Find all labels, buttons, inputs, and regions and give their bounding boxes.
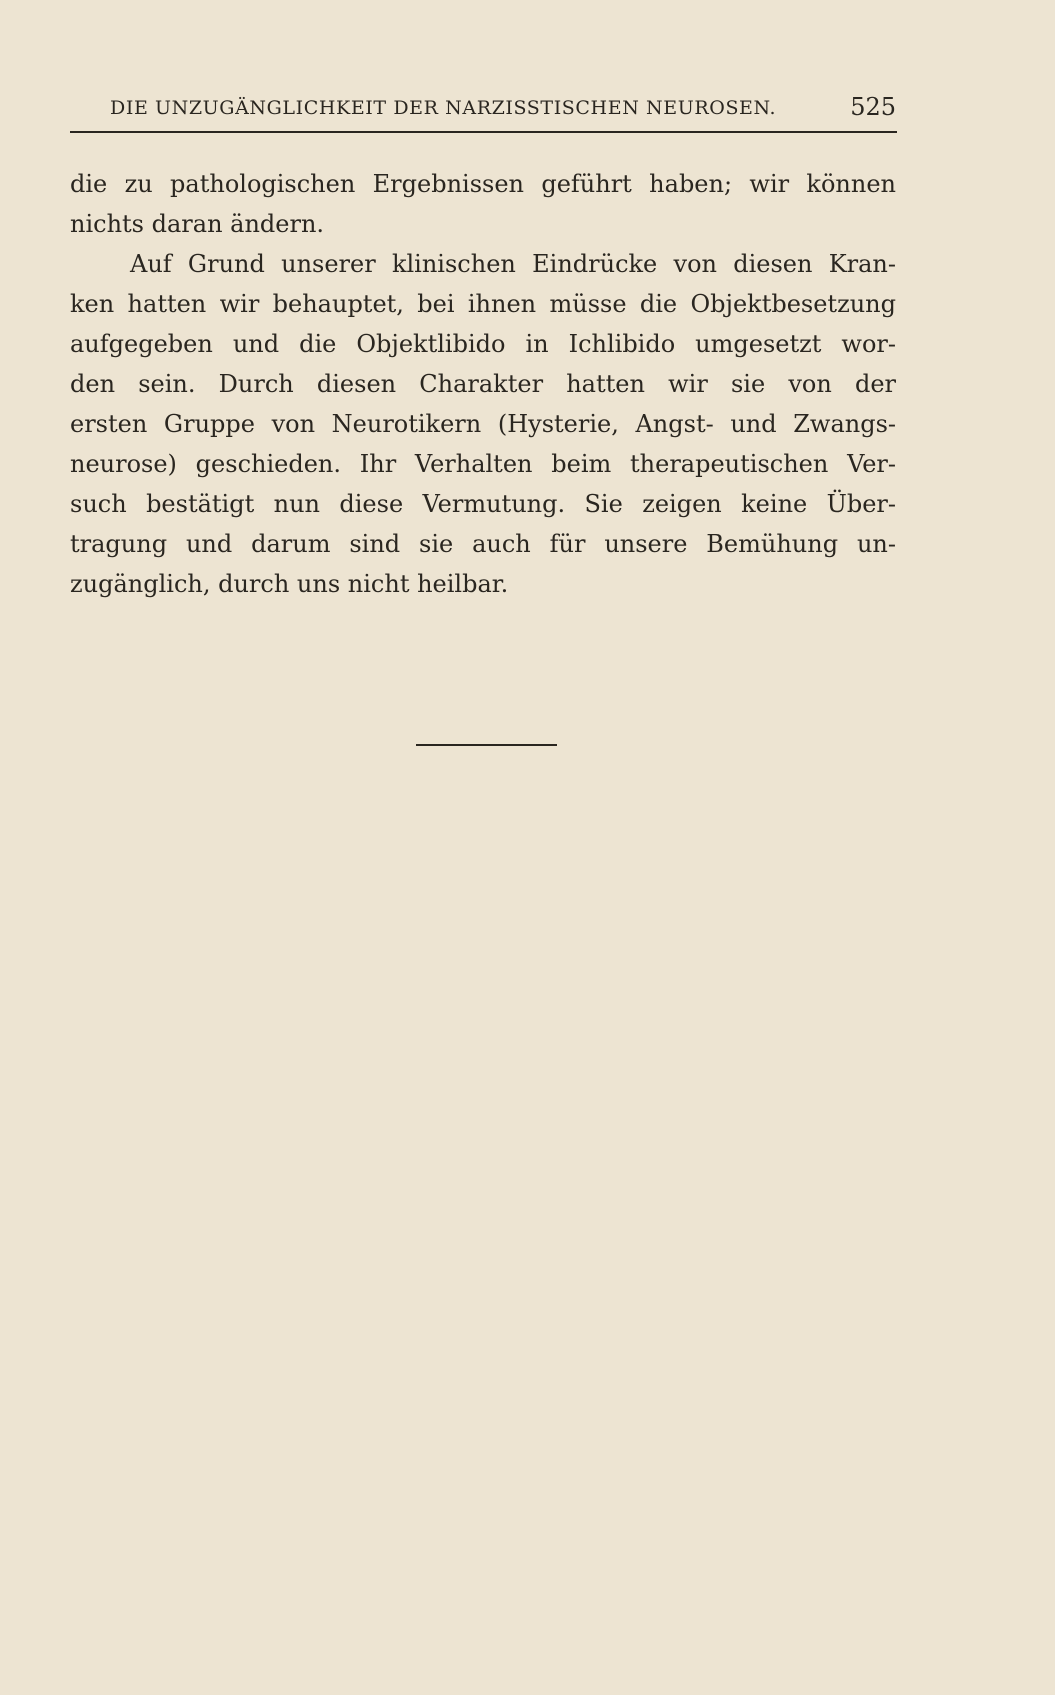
text-line: die zu pathologischen Ergebnissen geführt haben; wir können bbox=[70, 170, 896, 198]
text-line: neurose) geschieden. Ihr Verhalten beim therapeutischen Ver- bbox=[70, 450, 896, 478]
text-line: such bestätigt nun diese Vermutung. Sie zeigen keine Über- bbox=[70, 490, 896, 518]
body-text bbox=[70, 164, 896, 604]
text-line: Auf Grund unserer klinischen Eindrücke von diesen Kran- bbox=[130, 250, 896, 278]
paragraph-2 bbox=[70, 244, 896, 604]
section-end-rule bbox=[416, 744, 557, 746]
running-title: DIE UNZUGÄNGLICHKEIT DER NARZISSTISCHEN NEUROSEN. bbox=[110, 97, 777, 119]
page-number: 525 bbox=[850, 93, 896, 121]
text-line: aufgegeben und die Objektlibido in Ichlibido umgesetzt wor- bbox=[70, 330, 896, 358]
text-line: nichts daran ändern. bbox=[70, 210, 325, 238]
text-line: ersten Gruppe von Neurotikern (Hysterie, Angst- und Zwangs- bbox=[70, 410, 896, 438]
show-through-texture bbox=[70, 580, 896, 1410]
text-line: tragung und darum sind sie auch für unsere Bemühung un- bbox=[70, 530, 896, 558]
paragraph-1 bbox=[70, 164, 896, 244]
header-rule bbox=[70, 131, 897, 133]
text-line: ken hatten wir behauptet, bei ihnen müsse die Objektbesetzung bbox=[70, 290, 896, 318]
text-line: den sein. Durch diesen Charakter hatten wir sie von der bbox=[70, 370, 896, 398]
text-line: zugänglich, durch uns nicht heilbar. bbox=[70, 570, 509, 598]
running-header bbox=[70, 93, 896, 127]
